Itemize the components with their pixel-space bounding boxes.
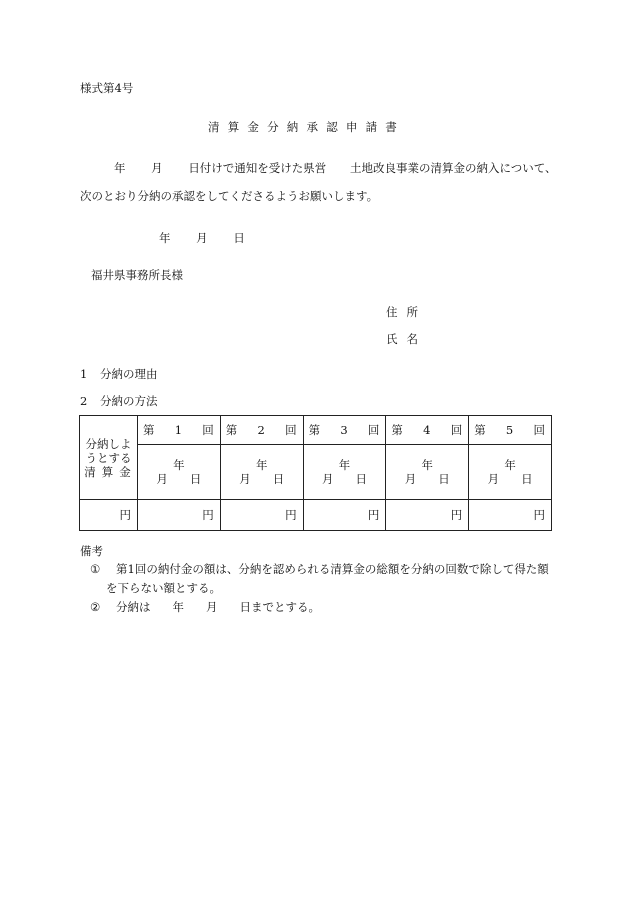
- total-amount-cell: 円: [80, 500, 138, 531]
- note-marker: ①: [90, 562, 101, 576]
- installment-header: 第 4 回: [386, 416, 469, 445]
- installment-date-cell: 年 月 日: [303, 445, 386, 500]
- note-marker: ②: [90, 600, 101, 614]
- section-number: 1: [80, 367, 88, 381]
- section-reason: [80, 367, 158, 381]
- lead-header-line: 分納しよ: [85, 436, 132, 451]
- installment-amount-cell: 円: [469, 500, 552, 531]
- remarks-heading: 備考: [80, 544, 103, 558]
- intro-year: 年: [114, 161, 126, 175]
- intro-notice-text: 日付けで通知を受けた県営: [188, 161, 327, 175]
- installment-date-cell: 年 月 日: [220, 445, 303, 500]
- section-label: 分納の方法: [100, 394, 158, 408]
- intro-project-text: 土地改良事業の清算金の納入について、: [349, 161, 557, 175]
- note-text: 分納は: [116, 600, 151, 614]
- remarks-note-2: [90, 600, 320, 614]
- installment-date-cell: 年 月 日: [138, 445, 221, 500]
- lead-header-line: うとする: [85, 450, 132, 465]
- form-number: 様式第4号: [80, 81, 134, 95]
- installment-header: 第 1 回: [138, 416, 221, 445]
- lead-header-cell: [80, 416, 138, 500]
- installment-header: 第 2 回: [220, 416, 303, 445]
- note-text: 日までとする。: [239, 600, 320, 614]
- section-method: [80, 394, 158, 408]
- application-date: [159, 231, 245, 245]
- installment-amount-cell: 円: [303, 500, 386, 531]
- installment-date-cell: 年 月 日: [386, 445, 469, 500]
- note-text: 第1回の納付金の額は、分納を認められる清算金の総額を分納の回数で除して得た額: [116, 562, 549, 576]
- date-month: 月: [196, 231, 208, 245]
- name-label: 氏名: [386, 332, 427, 346]
- installment-amount-cell: 円: [220, 500, 303, 531]
- installment-date-cell: 年 月 日: [469, 445, 552, 500]
- addressee: 福井県事務所長様: [91, 268, 183, 282]
- date-day: 日: [233, 231, 245, 245]
- note-year: 年: [172, 600, 184, 614]
- section-label: 分納の理由: [100, 367, 158, 381]
- date-year: 年: [159, 231, 171, 245]
- address-label: 住所: [386, 305, 427, 319]
- intro-line-2: 次のとおり分納の承認をしてくださるようお願いします。: [80, 189, 379, 203]
- lead-header-line: 清算金: [84, 464, 137, 479]
- installment-header: 第 3 回: [303, 416, 386, 445]
- note-month: 月: [206, 600, 218, 614]
- installment-table: [79, 415, 552, 531]
- installment-header: 第 5 回: [469, 416, 552, 445]
- section-number: 2: [80, 394, 88, 408]
- intro-line-1: [80, 161, 557, 175]
- installment-amount-cell: 円: [386, 500, 469, 531]
- installment-amount-cell: 円: [138, 500, 221, 531]
- document-title: 清算金分納承認申請書: [208, 120, 405, 134]
- remarks-note-1: [90, 562, 549, 576]
- remarks-note-1-continuation: を下らない額とする。: [106, 581, 221, 595]
- intro-month: 月: [151, 161, 163, 175]
